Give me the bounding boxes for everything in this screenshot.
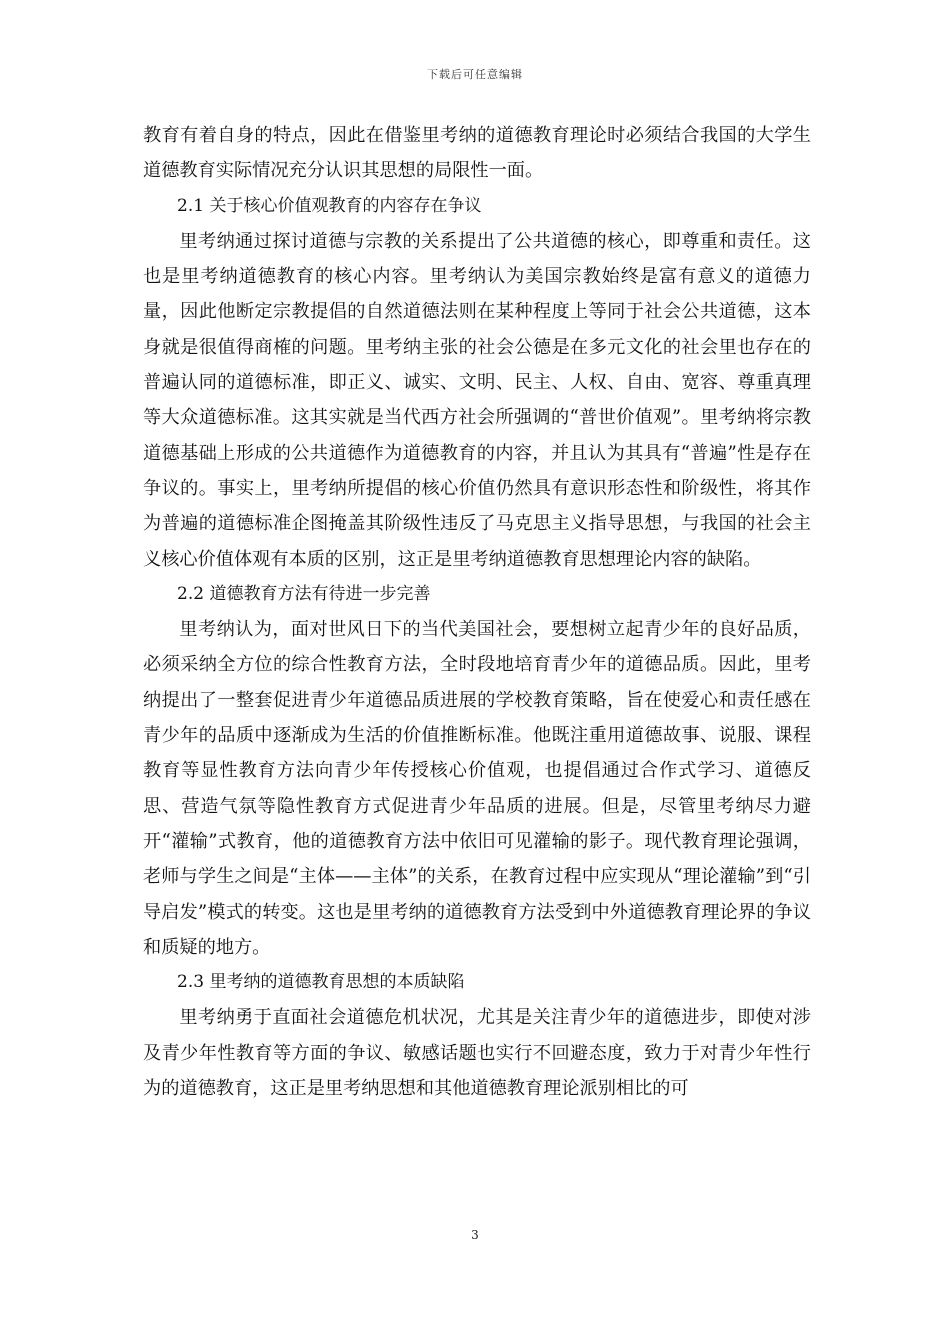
section-heading-2-1: 2.1 关于核心价值观教育的内容存在争议 bbox=[177, 195, 482, 216]
section-heading-2-3: 2.3 里考纳的道德教育思想的本质缺陷 bbox=[177, 972, 465, 993]
page-number: 3 bbox=[471, 1228, 479, 1242]
intro-paragraph: 教育有着自身的特点，因此在借鉴里考纳的道德教育理论时必须结合我国的大学生道德教育实际情况充分认识其思想的局限性一面。 bbox=[143, 125, 811, 182]
section-body-2-3: 里考纳勇于直面社会道德危机状况，尤其是关注青少年的道德进步，即使对涉及青少年性教育等方面的争议、敏感话题也实行不回避态度，致力于对青少年性行为的道德教育，这正是里考纳思想和其他道德教育理论派别相比的可 bbox=[143, 1007, 811, 1100]
section-body-2-2: 里考纳认为，面对世风日下的当代美国社会，要想树立起青少年的良好品质，必须采纳全方位的综合性教育方法，全时段地培育青少年的道德品质。因此，里考纳提出了一整套促进青少年道德品质进展的学校教育策略，旨在使爱心和责任感在青少年的品质中逐渐成为生活的价值推断标准。他既注重用道德故事、说服、课程教育等显性教育方法向青少年传授核心价值观，也提倡通过合作式学习、道德反思、营造气氛等隐性教育方式促进青少年品质的进展。但是，尽管里考纳尽力避开“灌输”式教育，他的道德教育方法中依旧可见灌输的影子。现代教育理论强调，老师与学生之间是“主体——主体”的关系，在教育过程中应实现从“理论灌输”到“引导启发”模式的转变。这也是里考纳的道德教育方法受到中外道德教育理论界的争议和质疑的地方。 bbox=[143, 619, 811, 958]
document-body bbox=[143, 118, 811, 1106]
section-body-2-1: 里考纳通过探讨道德与宗教的关系提出了公共道德的核心，即尊重和责任。这也是里考纳道德教育的核心内容。里考纳认为美国宗教始终是富有意义的道德力量，因此他断定宗教提倡的自然道德法则在某种程度上等同于社会公共道德，这本身就是很值得商榷的问题。里考纳主张的社会公德是在多元文化的社会里也存在的普遍认同的道德标准，即正义、诚实、文明、民主、人权、自由、宽容、尊重真理等大众道德标准。这其实就是当代西方社会所强调的“普世价值观”。里考纳将宗教道德基础上形成的公共道德作为道德教育的内容，并且认为其具有“普遍”性是存在争议的。事实上，里考纳所提倡的核心价值仍然具有意识形态性和阶级性，将其作为普遍的道德标准企图掩盖其阶级性违反了马克思主义指导思想，与我国的社会主义核心价值体观有本质的区别，这正是里考纳道德教育思想理论内容的缺陷。 bbox=[143, 230, 811, 570]
section-heading-2-2: 2.2 道德教育方法有待进一步完善 bbox=[177, 583, 431, 604]
page-header: 下载后可任意编辑 bbox=[427, 68, 523, 81]
